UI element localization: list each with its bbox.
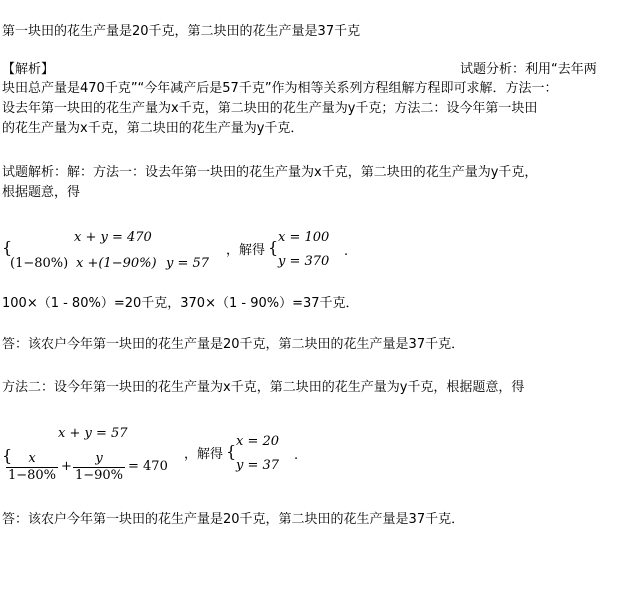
fraction-numerator: x bbox=[6, 451, 58, 468]
solution-value: y = 370 bbox=[278, 254, 330, 269]
fraction bbox=[6, 451, 58, 484]
analysis-line: 的花生产量为x千克，第二块田的花生产量为y千克． bbox=[2, 121, 304, 136]
solution-line: 试题解析：解：方法一：设去年第一块田的花生产量为x千克，第二块田的花生产量为y千克， bbox=[2, 165, 538, 180]
brace: { bbox=[2, 238, 13, 257]
answer-line: 答：该农户今年第一块田的花生产量是20千克，第二块田的花生产量是37千克． bbox=[2, 337, 465, 352]
brace: { bbox=[268, 238, 279, 257]
solve-label: ，解得 bbox=[226, 243, 266, 258]
equation-rhs: = 470 bbox=[128, 459, 168, 474]
analysis-intro: 试题分析：利用“去年两 bbox=[460, 62, 597, 77]
period: . bbox=[344, 244, 349, 259]
equation-part: (1−80%) bbox=[10, 256, 69, 271]
solution-value: x = 100 bbox=[278, 230, 330, 245]
fraction-denominator: 1−80% bbox=[7, 468, 57, 483]
fraction bbox=[73, 451, 125, 484]
fraction-numerator: y bbox=[73, 451, 125, 468]
solution-value: y = 37 bbox=[236, 458, 280, 473]
fraction-denominator: 1−90% bbox=[74, 468, 124, 483]
analysis-line: 设去年第一块田的花生产量为x千克，第二块田的花生产量为y千克；方法二：设今年第一块田 bbox=[2, 101, 538, 116]
brace: { bbox=[2, 446, 13, 465]
brace: { bbox=[226, 442, 237, 461]
equation-part: x +(1−90%) bbox=[76, 256, 157, 271]
equation: x + y = 470 bbox=[74, 230, 152, 245]
solution-value: x = 20 bbox=[236, 434, 280, 449]
analysis-tag: 【解析】 bbox=[2, 62, 55, 77]
calculation-line: 100×（1 - 80%）=20千克，370×（1 - 90%）=37千克． bbox=[2, 296, 359, 311]
method-two-line: 方法二：设今年第一块田的花生产量为x千克，第二块田的花生产量为y千克，根据题意，得 bbox=[2, 380, 525, 395]
equation: x + y = 57 bbox=[58, 426, 128, 441]
solve-label: ，解得 bbox=[184, 447, 224, 462]
solution-line: 根据题意，得 bbox=[2, 185, 81, 200]
period: . bbox=[294, 448, 299, 463]
plus-sign: + bbox=[61, 459, 72, 474]
analysis-line: 块田总产量是470千克”“今年减产后是57千克”作为相等关系列方程组解方程即可求解．方法一： bbox=[2, 81, 558, 96]
answer-line: 答：该农户今年第一块田的花生产量是20千克，第二块田的花生产量是37千克． bbox=[2, 512, 465, 527]
equation-part: y = 57 bbox=[166, 256, 210, 271]
answer-summary: 第一块田的花生产量是20千克，第二块田的花生产量是37千克 bbox=[2, 24, 361, 39]
